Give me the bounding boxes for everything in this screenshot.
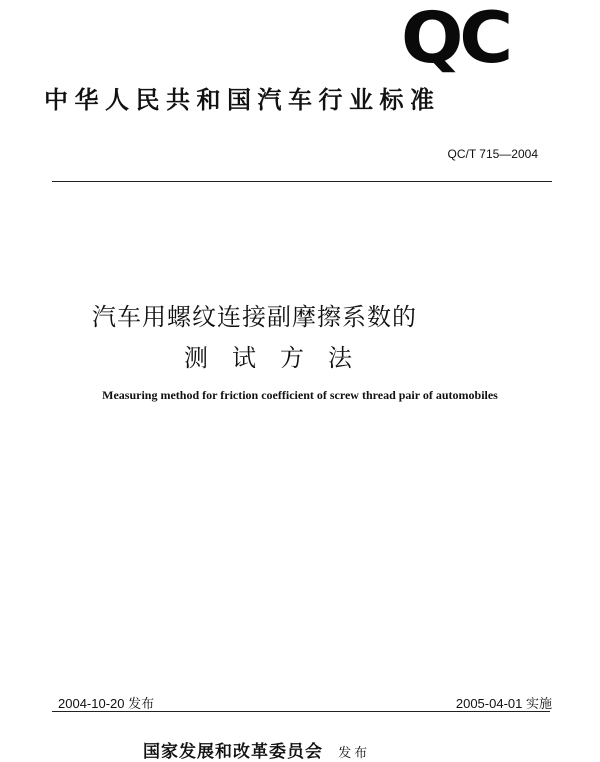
document-title-line-1: 汽车用螺纹连接副摩擦系数的 (92, 303, 417, 331)
implementation-date-line (456, 693, 552, 712)
english-title: Measuring method for friction coefficient of screw thread pair of automobiles (102, 388, 498, 402)
publisher-line (143, 737, 370, 762)
issue-label: 发布 (128, 696, 155, 711)
implementation-label: 实施 (525, 696, 552, 711)
qc-logo: QC (401, 0, 510, 79)
standard-number: QC/T 715—2004 (447, 147, 538, 161)
issue-date-line (58, 693, 154, 712)
footer-divider (52, 711, 550, 712)
implementation-date: 2005-04-01 (455, 696, 523, 711)
publisher-verb: 发布 (338, 746, 371, 761)
issuing-body-title: 中华人民共和国汽车行业标准 (44, 85, 441, 114)
issue-date: 2004-10-20 (58, 696, 125, 711)
document-title-line-2: 测试方法 (184, 344, 376, 372)
header-divider (52, 181, 552, 182)
publisher-name: 国家发展和改革委员会 (143, 742, 323, 762)
